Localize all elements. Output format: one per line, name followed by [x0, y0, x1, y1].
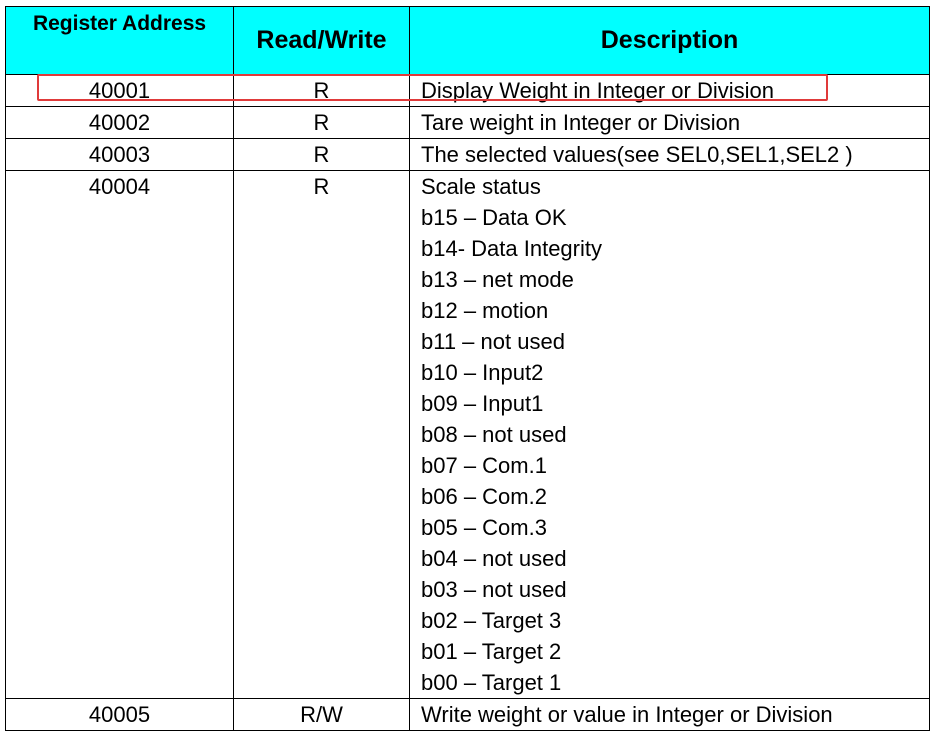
description-cell	[410, 171, 930, 699]
status-bit-b04: b04 – not used	[421, 546, 567, 571]
description-line: Write weight or value in Integer or Division	[421, 702, 833, 727]
status-bit-b02: b02 – Target 3	[421, 608, 562, 633]
status-bit-b11: b11 – not used	[421, 329, 565, 354]
status-bit-b01: b01 – Target 2	[421, 639, 562, 664]
read-write-cell: R	[234, 107, 410, 139]
status-bit-b06: b06 – Com.2	[421, 484, 547, 509]
description-cell	[410, 107, 930, 139]
description-line: Tare weight in Integer or Division	[421, 110, 741, 135]
description-cell	[410, 75, 930, 107]
register-address-cell: 40003	[6, 139, 234, 171]
status-bit-b08: b08 – not used	[421, 422, 567, 447]
status-bit-b14: b14- Data Integrity	[421, 236, 602, 261]
description-line: Display Weight in Integer or Division	[421, 78, 774, 103]
status-bit-b10: b10 – Input2	[421, 360, 544, 385]
status-bit-b15: b15 – Data OK	[421, 205, 567, 230]
status-bit-b12: b12 – motion	[421, 298, 549, 323]
table-row	[6, 171, 930, 699]
read-write-cell: R	[234, 171, 410, 699]
status-bit-b09: b09 – Input1	[421, 391, 544, 416]
table-row	[6, 139, 930, 171]
read-write-cell: R	[234, 139, 410, 171]
description-line: The selected values(see SEL0,SEL1,SEL2 )	[421, 142, 853, 167]
status-bit-b07: b07 – Com.1	[421, 453, 547, 478]
register-address-cell: 40001	[6, 75, 234, 107]
read-write-cell: R/W	[234, 699, 410, 731]
column-header-read-write: Read/Write	[234, 7, 410, 75]
read-write-cell: R	[234, 75, 410, 107]
register-table	[5, 6, 930, 731]
table-row	[6, 699, 930, 731]
status-bit-b05: b05 – Com.3	[421, 515, 547, 540]
table-row	[6, 107, 930, 139]
table-header	[6, 7, 930, 75]
table-body	[6, 75, 930, 731]
column-header-register-address: Register Address	[6, 7, 234, 75]
register-address-cell: 40004	[6, 171, 234, 699]
register-address-cell: 40005	[6, 699, 234, 731]
column-header-description: Description	[410, 7, 930, 75]
status-bit-b13: b13 – net mode	[421, 267, 574, 292]
table-row	[6, 75, 930, 107]
scale-status-title: Scale status	[421, 174, 541, 199]
description-cell	[410, 139, 930, 171]
register-address-cell: 40002	[6, 107, 234, 139]
status-bit-b00: b00 – Target 1	[421, 670, 562, 695]
description-cell	[410, 699, 930, 731]
header-row	[6, 7, 930, 75]
status-bit-b03: b03 – not used	[421, 577, 567, 602]
